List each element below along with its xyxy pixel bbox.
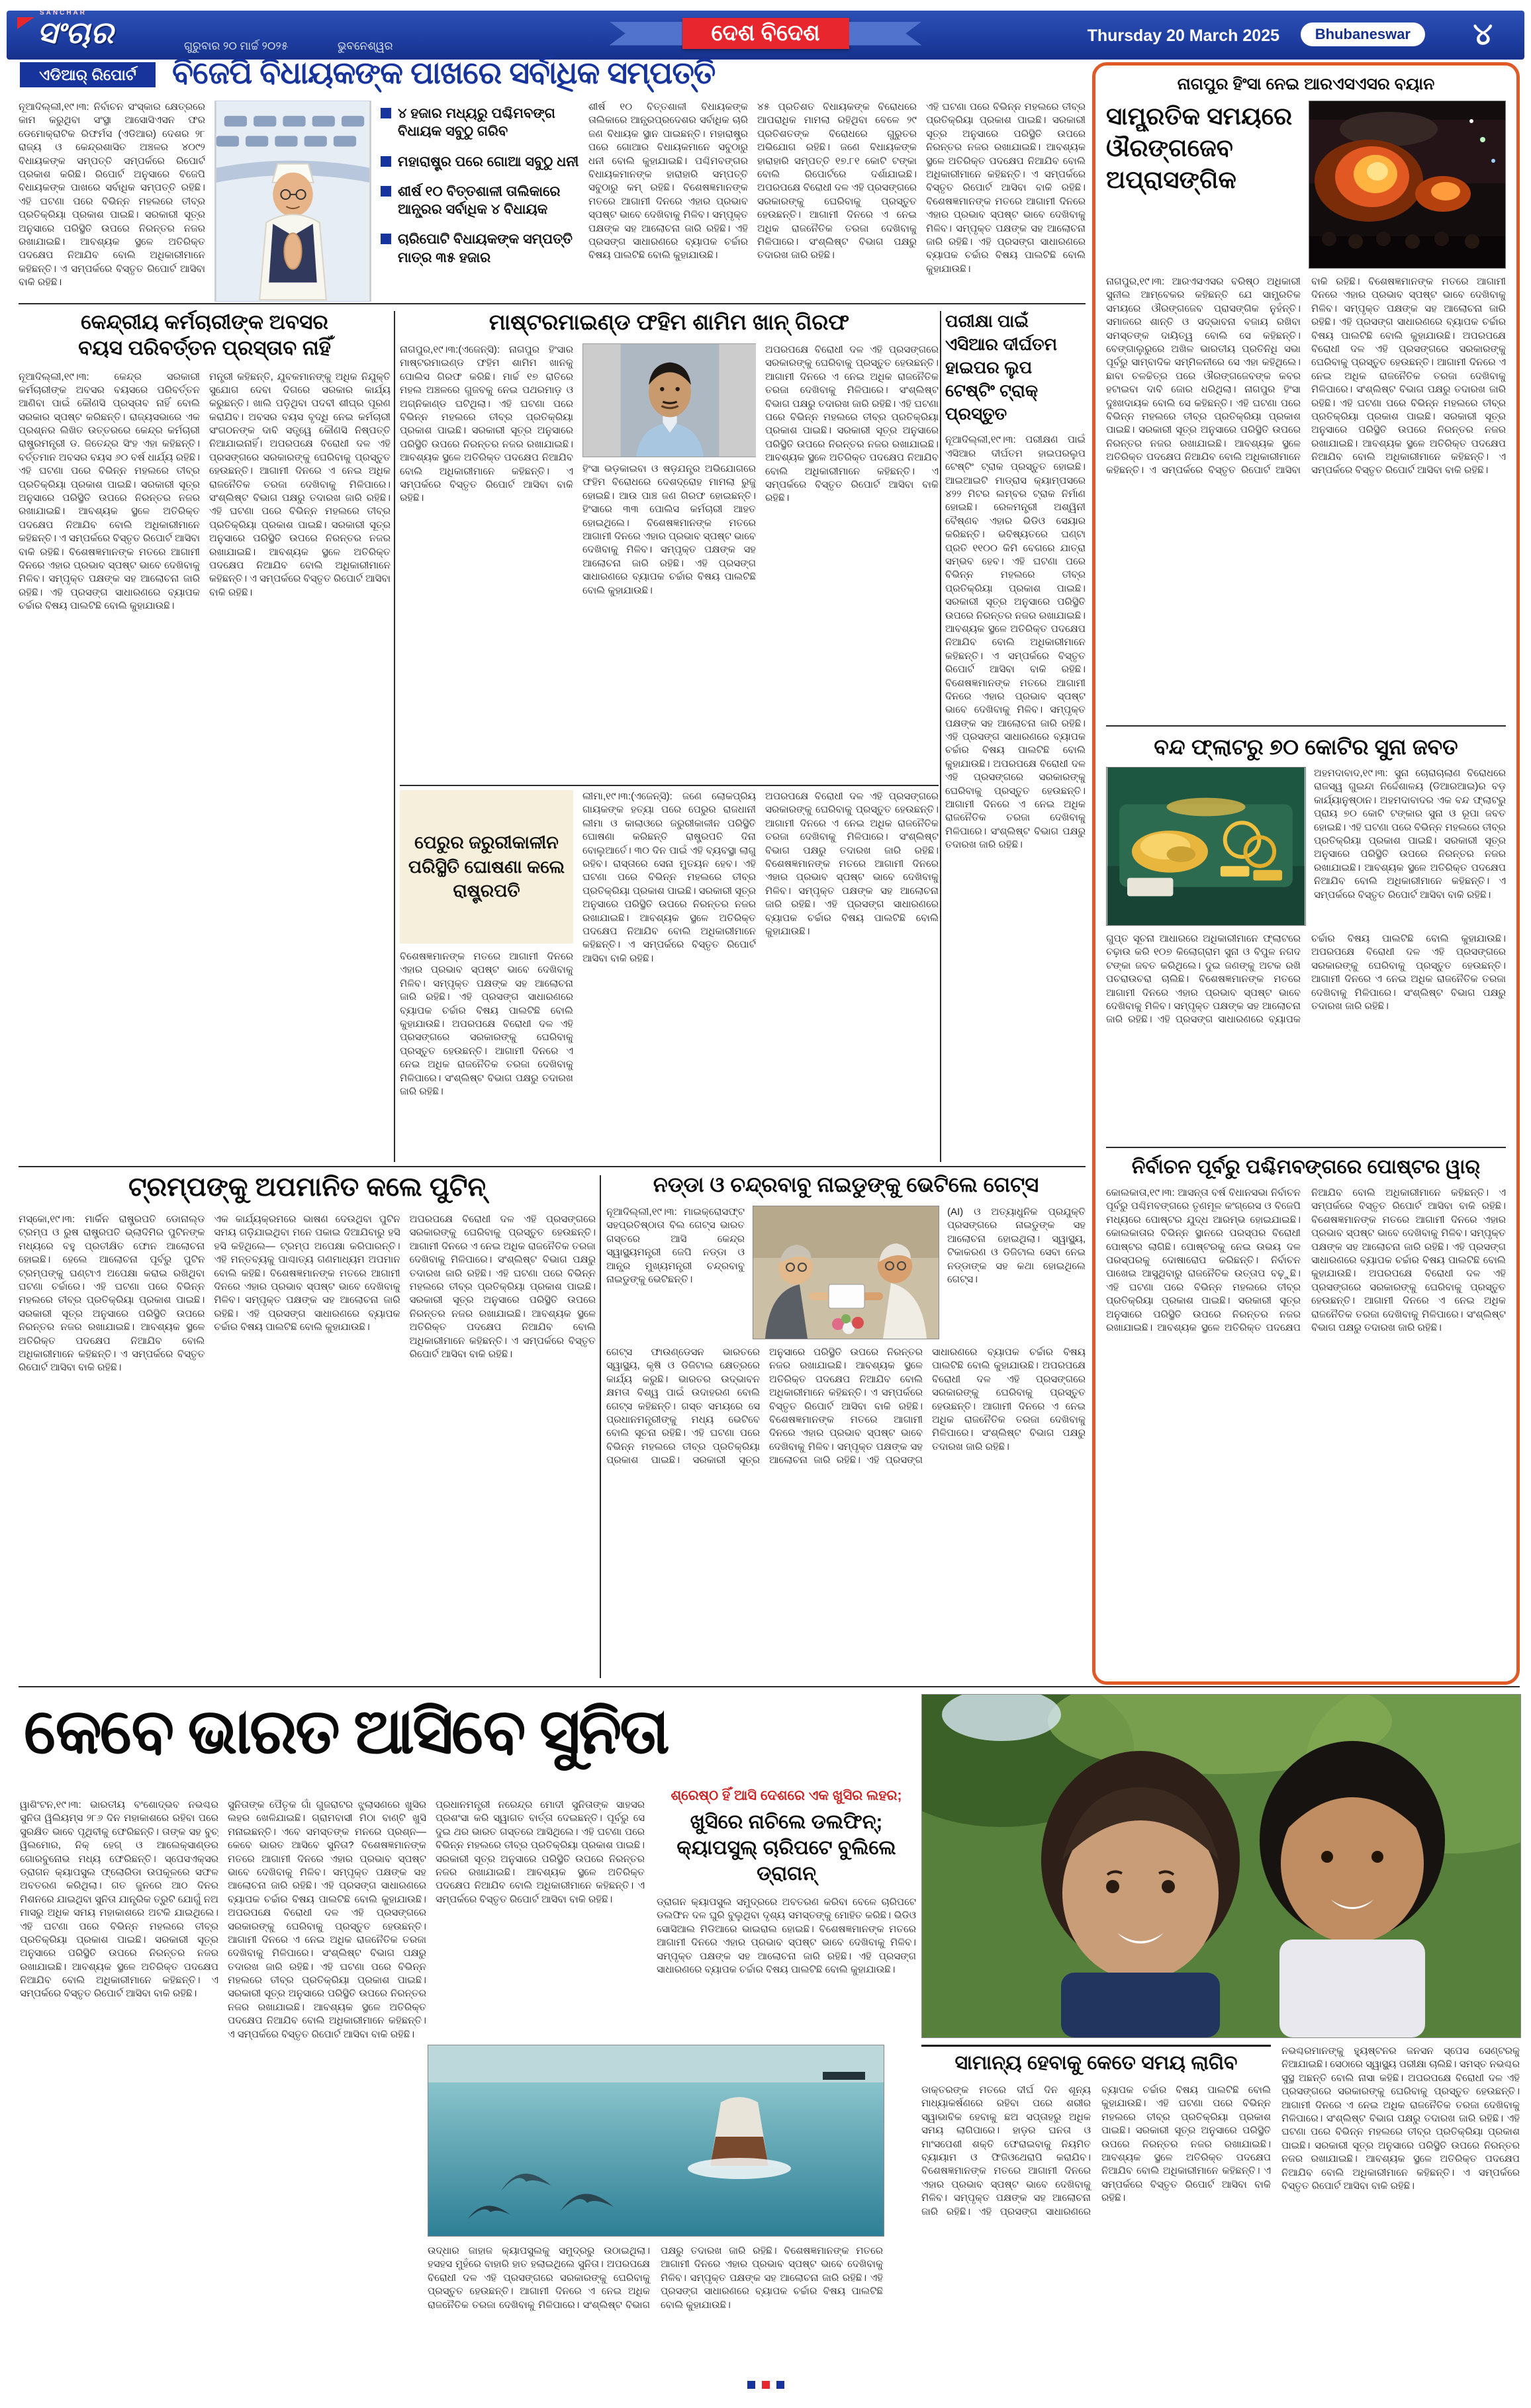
retirement-headline: କେନ୍ଦ୍ରୀୟ କର୍ମଚାରୀଙ୍କ ଅବସର ବୟସ ପରିବର୍ତ୍ତନ ପ୍ରସ୍ତାବ ନାହିଁ bbox=[78, 310, 331, 359]
gold-seizure-photo bbox=[1106, 767, 1306, 926]
article-gates-meeting bbox=[606, 1173, 1086, 1682]
adr-bullet: ମହାରାଷ୍ଟ୍ର ପରେ ଗୋଆ ସବୁଠୁ ଧନୀ bbox=[381, 153, 579, 171]
gold-headline: ବନ୍ଦ ଫ୍ଲାଟରୁ ୭୦ କୋଟିର ସୁନା ଜବତ bbox=[1154, 735, 1458, 759]
bullet-square-icon bbox=[381, 186, 391, 197]
sunita-subhead-line1: ଖୁସିରେ ନାଚିଲେ ଡଲଫିନ୍; bbox=[690, 1811, 883, 1833]
body-column: ଅହମଦାବାଦ,୧୯।୩: ସୁନା ଚୋରାଚାଲାଣ ବିରୋଧରେ ରାଜସ୍ୱ ଗୁଇନ୍ଦା ନିର୍ଦ୍ଦେଶାଳୟ (ଡିଆରଆଇ)ର ବଡ଼ କାର୍ଯ୍ୟାନୁଷ୍ଠାନ। ଅହମଦାବାଦର ଏକ ବନ୍ଦ ଫ୍ଲାଟରୁ ପ୍ରାୟ ୭୦ କୋଟି ଟଙ୍କାର ସୁନା ଓ ରୂପା ଜବତ ହୋଇଛି। ଏହି ଘଟଣା ପରେ ବିଭିନ୍ନ ମହଲରେ ତୀବ୍ର ପ୍ରତିକ୍ରିୟା ପ୍ରକାଶ ପାଇଛି। ସରକାରୀ ସୂତ୍ର ଅନୁସାରେ ପରିସ୍ଥିତି ଉପରେ ନିରନ୍ତର ନଜର ରଖାଯାଇଛି। ଆବଶ୍ୟକ ସ୍ଥଳେ ଅତିରିକ୍ତ ପଦକ୍ଷେପ ନିଆଯିବ ବୋଲି ଅଧିକାରୀମାନେ କହିଛନ୍ତି। ଏ ସମ୍ପର୍କରେ ବିସ୍ତୃତ ରିପୋର୍ଟ ଆସିବା ବାକି ରହିଛି। bbox=[1314, 768, 1506, 901]
adr-bullet: ଚାରିପୋଟି ବିଧାୟକଙ୍କ ସମ୍ପତ୍ତି ମାତ୍ର ୩୫ ହଜାର bbox=[381, 230, 579, 267]
rss-body: ନାଗପୁର,୧୯।୩: ଆରଏସଏସର ବରିଷ୍ଠ ଅଧିକାରୀ ସୁନୀଲ ଆମ୍ବେକର କହିଛନ୍ତି ଯେ ସାମ୍ପ୍ରତିକ ସମୟରେ ଔରଙ୍ଗଜେବ ପ୍ରାସଙ୍ଗିକ ନୁହଁନ୍ତି। ସମାଜରେ ଶାନ୍ତି ଓ ସଦ୍ଭାବନା ବଜାୟ ରଖିବା ସମସ୍ତଙ୍କ ଦାୟିତ୍ୱ ବୋଲି ସେ କହିଛନ୍ତି। ବେଙ୍ଗାଲୁରୁରେ ଅଖିଳ ଭାରତୀୟ ପ୍ରତିନିଧି ସଭା ପୂର୍ବରୁ ସାମ୍ବାଦିକ ସମ୍ମିଳନୀରେ ସେ ଏହା କହିଥିଲେ। ଛାବା ଚଳଚ୍ଚିତ୍ର ପରେ ଔରଙ୍ଗଜେବଙ୍କ କବର ହଟାଇବା ଦାବି ଜୋର ଧରିଥିଲା। ନାଗପୁର ହିଂସା ଦୁଃଖଦାୟକ ବୋଲି ସେ କହିଛନ୍ତି। ଏହି ଘଟଣା ପରେ ବିଭିନ୍ନ ମହଲରେ ତୀବ୍ର ପ୍ରତିକ୍ରିୟା ପ୍ରକାଶ ପାଇଛି। ସରକାରୀ ସୂତ୍ର ଅନୁସାରେ ପରିସ୍ଥିତି ଉପରେ ନିରନ୍ତର ନଜର ରଖାଯାଇଛି। ଆବଶ୍ୟକ ସ୍ଥଳେ ଅତିରିକ୍ତ ପଦକ୍ଷେପ ନିଆଯିବ ବୋଲି ଅଧିକାରୀମାନେ କହିଛନ୍ତି। ଏ ସମ୍ପର୍କରେ ବିସ୍ତୃତ ରିପୋର୍ଟ ଆସିବା ବାକି ରହିଛି। ବିଶେଷଜ୍ଞମାନଙ୍କ ମତରେ ଆଗାମୀ ଦିନରେ ଏହାର ପ୍ରଭାବ ସ୍ପଷ୍ଟ ଭାବେ ଦେଖିବାକୁ ମିଳିବ। ସମ୍ପୃକ୍ତ ପକ୍ଷଙ୍କ ସହ ଆଲୋଚନା ଜାରି ରହିଛି। ଏହି ପ୍ରସଙ୍ଗ ସାଧାରଣରେ ବ୍ୟାପକ ଚର୍ଚ୍ଚାର ବିଷୟ ପାଲଟିଛି ବୋଲି କୁହାଯାଉଛି। ଅପରପକ୍ଷେ ବିରୋଧୀ ଦଳ ଏହି ପ୍ରସଙ୍ଗରେ ସରକାରଙ୍କୁ ଘେରିବାକୁ ପ୍ରସ୍ତୁତ ହେଉଛନ୍ତି। ଆଗାମୀ ଦିନରେ ଏ ନେଇ ଅଧିକ ରାଜନୈତିକ ତରଜା ଦେଖିବାକୁ ମିଳିପାରେ। ସଂଶ୍ଲିଷ୍ଟ ବିଭାଗ ପକ୍ଷରୁ ତଦାରଖ ଜାରି ରହିଛି। ଏହି ଘଟଣା ପରେ ବିଭିନ୍ନ ମହଲରେ ତୀବ୍ର ପ୍ରତିକ୍ରିୟା ପ୍ରକାଶ ପାଇଛି। ସରକାରୀ ସୂତ୍ର ଅନୁସାରେ ପରିସ୍ଥିତି ଉପରେ ନିରନ୍ତର ନଜର ରଖାଯାଇଛି। ଆବଶ୍ୟକ ସ୍ଥଳେ ଅତିରିକ୍ତ ପଦକ୍ଷେପ ନିଆଯିବ ବୋଲି ଅଧିକାରୀମାନେ କହିଛନ୍ତି। ଏ ସମ୍ପର୍କରେ ବିସ୍ତୃତ ରିପୋର୍ଟ ଆସିବା ବାକି ରହିଛି। bbox=[1106, 276, 1506, 476]
logo-tagline: SANCHAR bbox=[40, 9, 87, 17]
divider bbox=[600, 1175, 601, 1678]
divider bbox=[1106, 1147, 1506, 1148]
page-number: ୪ bbox=[1473, 17, 1493, 51]
gates-headline: ନଡ୍ଡା ଓ ଚନ୍ଦ୍ରବାବୁ ନାଇଡୁଙ୍କୁ ଭେଟିଲେ ଗେଟ୍ସ bbox=[653, 1173, 1039, 1196]
body-column: ୱାଶିଂଟନ,୧୯।୩: ଭାରତୀୟ ବଂଶୋଦ୍ଭବ ନଭଶ୍ଚର ସୁନିତା ୱିଲିୟମ୍ସ ୨୮୬ ଦିନ ମହାକାଶରେ ରହିବା ପରେ ସୁରକ୍ଷିତ ଭାବେ ପୃଥିବୀକୁ ଫେରିଛନ୍ତି। ତାଙ୍କ ସହ ବୁଚ୍ ୱିଲମୋର, ନିକ୍ ହେଗ୍ ଓ ଆଲେକ୍ସାଣ୍ଡର ଗୋରବୁନୋଭ ମଧ୍ୟ ଫେରିଛନ୍ତି। ସ୍ପେସଏକ୍ସର ଡ୍ରାଗନ କ୍ୟାପସୁଲ ଫ୍ଲୋରିଡା ଉପକୂଳରେ ସଫଳ ଅବତରଣ କରିଥିଲା। ଗତ ଜୁନରେ ଆଠ ଦିନର ମିଶନରେ ଯାଇଥିବା ସୁନିତା ଯାନ୍ତ୍ରିକ ତ୍ରୁଟି ଯୋଗୁଁ ନଅ ମାସରୁ ଅଧିକ ସମୟ ମହାକାଶରେ ଅଟକି ଯାଇଥିଲେ। ଏହି ଘଟଣା ପରେ ବିଭିନ୍ନ ମହଲରେ ତୀବ୍ର ପ୍ରତିକ୍ରିୟା ପ୍ରକାଶ ପାଇଛି। ସରକାରୀ ସୂତ୍ର ଅନୁସାରେ ପରିସ୍ଥିତି ଉପରେ ନିରନ୍ତର ନଜର ରଖାଯାଇଛି। ଆବଶ୍ୟକ ସ୍ଥଳେ ଅତିରିକ୍ତ ପଦକ୍ଷେପ ନିଆଯିବ ବୋଲି ଅଧିକାରୀମାନେ କହିଛନ୍ତି। ଏ ସମ୍ପର୍କରେ ବିସ୍ତୃତ ରିପୋର୍ଟ ଆସିବା ବାକି ରହିଛି। bbox=[20, 1799, 218, 2000]
body-column: ଶୀର୍ଷ ୧୦ ବିତ୍ତଶାଳୀ ବିଧାୟକଙ୍କ ତାଲିକାରେ ଆନ୍ଧ୍ରପ୍ରଦେଶର ସର୍ବାଧିକ ଚାରି ଜଣ ବିଧାୟକ ସ୍ଥାନ ପାଇଛନ୍ତି। ମହାରାଷ୍ଟ୍ର ପରେ ଗୋଆର ବିଧାୟକମାନେ ସବୁଠାରୁ ଧନୀ ବୋଲି କୁହାଯାଇଛି। ପଶ୍ଚିମବଙ୍ଗର ବିଧାୟକମାନଙ୍କ ହାରାହାରି ସମ୍ପତ୍ତି ସବୁଠାରୁ କମ୍ ରହିଛି। ବିଶେଷଜ୍ଞମାନଙ୍କ ମତରେ ଆଗାମୀ ଦିନରେ ଏହାର ପ୍ରଭାବ ସ୍ପଷ୍ଟ ଭାବେ ଦେଖିବାକୁ ମିଳିବ। ସମ୍ପୃକ୍ତ ପକ୍ଷଙ୍କ ସହ ଆଲୋଚନା ଜାରି ରହିଛି। ଏହି ପ୍ରସଙ୍ଗ ସାଧାରଣରେ ବ୍ୟାପକ ଚର୍ଚ୍ଚାର ବିଷୟ ପାଲଟିଛି ବୋଲି କୁହାଯାଉଛି। bbox=[588, 101, 748, 261]
divider bbox=[400, 785, 939, 786]
footer-square-icon bbox=[776, 2381, 784, 2389]
divider bbox=[1106, 725, 1506, 727]
adr-kicker: ଏଡିଆର୍ ରିପୋର୍ଟ bbox=[20, 62, 156, 87]
bullet-square-icon bbox=[381, 156, 391, 167]
divider bbox=[19, 1686, 1520, 1687]
divider bbox=[19, 303, 1086, 304]
body-column: ଡ୍ରାଗନ କ୍ୟାପସୁଲ ସମୁଦ୍ରରେ ଅବତରଣ କରିବା ବେଳେ ଚାରିପଟେ ଡଲଫିନ ଦଳ ଘୁରି ବୁଲୁଥିବା ଦୃଶ୍ୟ ସମସ୍ତଙ୍କୁ ମୋହିତ କରିଛି। ଭିଡିଓ ସୋସିଆଲ ମିଡିଆରେ ଭାଇରାଲ ହୋଇଛି। ବିଶେଷଜ୍ଞମାନଙ୍କ ମତରେ ଆଗାମୀ ଦିନରେ ଏହାର ପ୍ରଭାବ ସ୍ପଷ୍ଟ ଭାବେ ଦେଖିବାକୁ ମିଳିବ। ସମ୍ପୃକ୍ତ ପକ୍ଷଙ୍କ ସହ ଆଲୋଚନା ଜାରି ରହିଛି। ଏହି ପ୍ରସଙ୍ଗ ସାଧାରଣରେ ବ୍ୟାପକ ଚର୍ଚ୍ଚାର ବିଷୟ ପାଲଟିଛି ବୋଲି କୁହାଯାଉଛି। bbox=[657, 1896, 916, 1975]
footer-square-icon bbox=[747, 2381, 755, 2389]
body-column-with-photo bbox=[582, 343, 756, 775]
body-column: ଅପରପକ୍ଷେ ବିରୋଧୀ ଦଳ ଏହି ପ୍ରସଙ୍ଗରେ ସରକାରଙ୍କୁ ଘେରିବାକୁ ପ୍ରସ୍ତୁତ ହେଉଛନ୍ତି। ଆଗାମୀ ଦିନରେ ଏ ନେଇ ଅଧିକ ରାଜନୈତିକ ତରଜା ଦେଖିବାକୁ ମିଳିପାରେ। ସଂଶ୍ଲିଷ୍ଟ ବିଭାଗ ପକ୍ଷରୁ ତଦାରଖ ଜାରି ରହିଛି। ଏହି ଘଟଣା ପରେ ବିଭିନ୍ନ ମହଲରେ ତୀବ୍ର ପ୍ରତିକ୍ରିୟା ପ୍ରକାଶ ପାଇଛି। ସରକାରୀ ସୂତ୍ର ଅନୁସାରେ ପରିସ୍ଥିତି ଉପରେ ନିରନ୍ତର ନଜର ରଖାଯାଇଛି। ଆବଶ୍ୟକ ସ୍ଥଳେ ଅତିରିକ୍ତ ପଦକ୍ଷେପ ନିଆଯିବ ବୋଲି ଅଧିକାରୀମାନେ କହିଛନ୍ତି। ଏ ସମ୍ପର୍କରେ ବିସ୍ତୃତ ରିପୋର୍ଟ ଆସିବା ବାକି ରହିଛି। bbox=[765, 344, 939, 504]
peru-left-column bbox=[400, 790, 573, 1162]
footer-square-icon bbox=[762, 2381, 770, 2389]
logo-flag-icon bbox=[17, 17, 34, 29]
sunita-williams-photo bbox=[921, 1694, 1521, 2038]
body-column: ଏକ କାର୍ଯ୍ୟକ୍ରମରେ ଭାଷଣ ଦେଉଥିବା ପୁଟିନ ସମୟ ଗଡ଼ିଯାଇଥିବା ମନେ ପକାଇ ଦିଆଯିବାରୁ ହସି ହସି କହିଥିଲେ— ଟ୍ରମ୍ପ ଅପେକ୍ଷା କରିପାରନ୍ତି। ଏହି ମନ୍ତବ୍ୟକୁ ପାଶ୍ଚାତ୍ୟ ଗଣମାଧ୍ୟମ ଅପମାନ ବୋଲି କହିଛି। ବିଶେଷଜ୍ଞମାନଙ୍କ ମତରେ ଆଗାମୀ ଦିନରେ ଏହାର ପ୍ରଭାବ ସ୍ପଷ୍ଟ ଭାବେ ଦେଖିବାକୁ ମିଳିବ। ସମ୍ପୃକ୍ତ ପକ୍ଷଙ୍କ ସହ ଆଲୋଚନା ଜାରି ରହିଛି। ଏହି ପ୍ରସଙ୍ଗ ସାଧାରଣରେ ବ୍ୟାପକ ଚର୍ଚ୍ଚାର ବିଷୟ ପାଲଟିଛି ବୋଲି କୁହାଯାଉଛି। bbox=[214, 1214, 400, 1333]
body-column: (AI) ଓ ଅତ୍ୟାଧୁନିକ ପ୍ରଯୁକ୍ତି ପ୍ରସଙ୍ଗରେ ନାଇଡୁଙ୍କ ସହ ଆଲୋଚନା ହୋଇଥିଲା। ସ୍ୱାସ୍ଥ୍ୟ, ଟିକାକରଣ ଓ ଡିଜିଟାଲ ସେବା ନେଇ ନଡ୍ଡାଙ୍କ ସହ କଥା ହୋଇଥିଲେ ଗେଟ୍ସ। bbox=[947, 1206, 1086, 1285]
gold-body: ଗୁପ୍ତ ସୂଚନା ଆଧାରରେ ଅଧିକାରୀମାନେ ଫ୍ଲାଟରେ ଚଢ଼ାଉ କରି ୧୦୭ କିଲୋଗ୍ରାମ ସୁନା ଓ ବିପୁଳ ନଗଦ ଟଙ୍କା ଜବତ କରିଥିଲେ। ଦୁଇ ଜଣଙ୍କୁ ଅଟକ ରଖି ପଚରାଉଚରା ଚାଲିଛି। ବିଶେଷଜ୍ଞମାନଙ୍କ ମତରେ ଆଗାମୀ ଦିନରେ ଏହାର ପ୍ରଭାବ ସ୍ପଷ୍ଟ ଭାବେ ଦେଖିବାକୁ ମିଳିବ। ସମ୍ପୃକ୍ତ ପକ୍ଷଙ୍କ ସହ ଆଲୋଚନା ଜାରି ରହିଛି। ଏହି ପ୍ରସଙ୍ଗ ସାଧାରଣରେ ବ୍ୟାପକ ଚର୍ଚ୍ଚାର ବିଷୟ ପାଲଟିଛି ବୋଲି କୁହାଯାଉଛି। ଅପରପକ୍ଷେ ବିରୋଧୀ ଦଳ ଏହି ପ୍ରସଙ୍ଗରେ ସରକାରଙ୍କୁ ଘେରିବାକୁ ପ୍ରସ୍ତୁତ ହେଉଛନ୍ତି। ଆଗାମୀ ଦିନରେ ଏ ନେଇ ଅଧିକ ରାଜନୈତିକ ତରଜା ଦେଖିବାକୁ ମିଳିପାରେ। ସଂଶ୍ଲିଷ୍ଟ ବିଭାଗ ପକ୍ଷରୁ ତଦାରଖ ଜାରି ରହିଛି। bbox=[1106, 933, 1506, 1026]
rss-headline: ସାମ୍ପ୍ରତିକ ସମୟରେ ଔରଙ୍ଗଜେବ ଅପ୍ରାସଙ୍ଗିକ bbox=[1106, 103, 1293, 194]
gates-body: ଗେଟ୍ସ ଫାଉଣ୍ଡେସନ ଭାରତରେ ସ୍ୱାସ୍ଥ୍ୟ, କୃଷି ଓ ଡିଜିଟାଲ କ୍ଷେତ୍ରରେ କାର୍ଯ୍ୟ କରୁଛି। ଭାରତର ଉଦ୍ଭାବନ କ୍ଷମତା ବିଶ୍ୱ ପାଇଁ ଉଦାହରଣ ବୋଲି ଗେଟ୍ସ କହିଛନ୍ତି। ଗସ୍ତ ସମୟରେ ସେ ପ୍ରଧାନମନ୍ତ୍ରୀଙ୍କୁ ମଧ୍ୟ ଭେଟିବେ ବୋଲି ସୂଚନା ରହିଛି। ଏହି ଘଟଣା ପରେ ବିଭିନ୍ନ ମହଲରେ ତୀବ୍ର ପ୍ରତିକ୍ରିୟା ପ୍ରକାଶ ପାଇଛି। ସରକାରୀ ସୂତ୍ର ଅନୁସାରେ ପରିସ୍ଥିତି ଉପରେ ନିରନ୍ତର ନଜର ରଖାଯାଇଛି। ଆବଶ୍ୟକ ସ୍ଥଳେ ଅତିରିକ୍ତ ପଦକ୍ଷେପ ନିଆଯିବ ବୋଲି ଅଧିକାରୀମାନେ କହିଛନ୍ତି। ଏ ସମ୍ପର୍କରେ ବିସ୍ତୃତ ରିପୋର୍ଟ ଆସିବା ବାକି ରହିଛି। ବିଶେଷଜ୍ଞମାନଙ୍କ ମତରେ ଆଗାମୀ ଦିନରେ ଏହାର ପ୍ରଭାବ ସ୍ପଷ୍ଟ ଭାବେ ଦେଖିବାକୁ ମିଳିବ। ସମ୍ପୃକ୍ତ ପକ୍ଷଙ୍କ ସହ ଆଲୋଚନା ଜାରି ରହିଛି। ଏହି ପ୍ରସଙ୍ଗ ସାଧାରଣରେ ବ୍ୟାପକ ଚର୍ଚ୍ଚାର ବିଷୟ ପାଲଟିଛି ବୋଲି କୁହାଯାଉଛି। ଅପରପକ୍ଷେ ବିରୋଧୀ ଦଳ ଏହି ପ୍ରସଙ୍ଗରେ ସରକାରଙ୍କୁ ଘେରିବାକୁ ପ୍ରସ୍ତୁତ ହେଉଛନ୍ତି। ଆଗାମୀ ଦିନରେ ଏ ନେଇ ଅଧିକ ରାଜନୈତିକ ତରଜା ଦେଖିବାକୁ ମିଳିପାରେ। ସଂଶ୍ଲିଷ୍ଟ ବିଭାଗ ପକ୍ଷରୁ ତଦାରଖ ଜାରି ରହିଛି। bbox=[606, 1347, 1086, 1466]
mastermind-headline: ମାଷ୍ଟରମାଇଣ୍ଡ ଫହିମ ଶାମିମ ଖାନ୍ ଗିରଫ bbox=[488, 310, 850, 334]
adr-bullet-list bbox=[381, 101, 579, 300]
body-column: ନାଗପୁର,୧୯।୩:(ଏଜେନ୍ସି): ନାଗପୁର ହିଂସାର ମାଷ୍ଟରମାଇଣ୍ଡ ଫହିମ ଶାମିମ ଖାନକୁ ପୋଲିସ ଗିରଫ କରିଛି। ମାର୍ଚ୍ଚ ୧୭ ରାତିରେ ମହଲ ଅଞ୍ଚଳରେ ଗୁଜବକୁ ନେଇ ପଥରମାଡ଼ ଓ ଅଗ୍ନିକାଣ୍ଡ ଘଟିଥିଲା। ଏହି ଘଟଣା ପରେ ବିଭିନ୍ନ ମହଲରେ ତୀବ୍ର ପ୍ରତିକ୍ରିୟା ପ୍ରକାଶ ପାଇଛି। ସରକାରୀ ସୂତ୍ର ଅନୁସାରେ ପରିସ୍ଥିତି ଉପରେ ନିରନ୍ତର ନଜର ରଖାଯାଇଛି। ଆବଶ୍ୟକ ସ୍ଥଳେ ଅତିରିକ୍ତ ପଦକ୍ଷେପ ନିଆଯିବ ବୋଲି ଅଧିକାରୀମାନେ କହିଛନ୍ତି। ଏ ସମ୍ପର୍କରେ ବିସ୍ତୃତ ରିପୋର୍ଟ ଆସିବା ବାକି ରହିଛି। bbox=[400, 344, 573, 504]
newspaper-logo: ସଂଚାର bbox=[37, 15, 115, 50]
ribbon-wing-left bbox=[609, 22, 682, 46]
body-column: ଅପରପକ୍ଷେ ବିରୋଧୀ ଦଳ ଏହି ପ୍ରସଙ୍ଗରେ ସରକାରଙ୍କୁ ଘେରିବାକୁ ପ୍ରସ୍ତୁତ ହେଉଛନ୍ତି। ଆଗାମୀ ଦିନରେ ଏ ନେଇ ଅଧିକ ରାଜନୈତିକ ତରଜା ଦେଖିବାକୁ ମିଳିପାରେ। ସଂଶ୍ଲିଷ୍ଟ ବିଭାଗ ପକ୍ଷରୁ ତଦାରଖ ଜାରି ରହିଛି। ବିଶେଷଜ୍ଞମାନଙ୍କ ମତରେ ଆଗାମୀ ଦିନରେ ଏହାର ପ୍ରଭାବ ସ୍ପଷ୍ଟ ଭାବେ ଦେଖିବାକୁ ମିଳିବ। ସମ୍ପୃକ୍ତ ପକ୍ଷଙ୍କ ସହ ଆଲୋଚନା ଜାରି ରହିଛି। ଏହି ପ୍ରସଙ୍ଗ ସାଧାରଣରେ ବ୍ୟାପକ ଚର୍ଚ୍ଚାର ବିଷୟ ପାଲଟିଛି ବୋଲି କୁହାଯାଉଛି। bbox=[765, 791, 939, 937]
body-column: ଏହି ଘଟଣା ପରେ ବିଭିନ୍ନ ମହଲରେ ତୀବ୍ର ପ୍ରତିକ୍ରିୟା ପ୍ରକାଶ ପାଇଛି। ସରକାରୀ ସୂତ୍ର ଅନୁସାରେ ପରିସ୍ଥିତି ଉପରେ ନିରନ୍ତର ନଜର ରଖାଯାଇଛି। ଆବଶ୍ୟକ ସ୍ଥଳେ ଅତିରିକ୍ତ ପଦକ୍ଷେପ ନିଆଯିବ ବୋଲି ଅଧିକାରୀମାନେ କହିଛନ୍ତି। ଏ ସମ୍ପର୍କରେ ବିସ୍ତୃତ ରିପୋର୍ଟ ଆସିବା ବାକି ରହିଛି। ବିଶେଷଜ୍ଞମାନଙ୍କ ମତରେ ଆଗାମୀ ଦିନରେ ଏହାର ପ୍ରଭାବ ସ୍ପଷ୍ଟ ଭାବେ ଦେଖିବାକୁ ମିଳିବ। ସମ୍ପୃକ୍ତ ପକ୍ଷଙ୍କ ସହ ଆଲୋଚନା ଜାରି ରହିଛି। ଏହି ପ୍ରସଙ୍ଗ ସାଧାରଣରେ ବ୍ୟାପକ ଚର୍ଚ୍ଚାର ବିଷୟ ପାଲଟିଛି ବୋଲି କୁହାଯାଉଛି। bbox=[926, 101, 1086, 275]
article-hyperloop bbox=[945, 310, 1086, 1162]
body-column: ବିଶେଷଜ୍ଞମାନଙ୍କ ମତରେ ଆଗାମୀ ଦିନରେ ଏହାର ପ୍ରଭାବ ସ୍ପଷ୍ଟ ଭାବେ ଦେଖିବାକୁ ମିଳିବ। ସମ୍ପୃକ୍ତ ପକ୍ଷଙ୍କ ସହ ଆଲୋଚନା ଜାରି ରହିଛି। ଏହି ପ୍ରସଙ୍ଗ ସାଧାରଣରେ ବ୍ୟାପକ ଚର୍ଚ୍ଚାର ବିଷୟ ପାଲଟିଛି ବୋଲି କୁହାଯାଉଛି। ଅପରପକ୍ଷେ ବିରୋଧୀ ଦଳ ଏହି ପ୍ରସଙ୍ଗରେ ସରକାରଙ୍କୁ ଘେରିବାକୁ ପ୍ରସ୍ତୁତ ହେଉଛନ୍ତି। ଆଗାମୀ ଦିନରେ ଏ ନେଇ ଅଧିକ ରାଜନୈତିକ ତରଜା ଦେଖିବାକୁ ମିଳିପାରେ। ସଂଶ୍ଲିଷ୍ଟ ବିଭାଗ ପକ୍ଷରୁ ତଦାରଖ ଜାରି ରହିଛି। bbox=[400, 951, 573, 1097]
hyperloop-headline: ପରୀକ୍ଷା ପାଇଁ ଏସିଆର ଦୀର୍ଘତମ ହାଇପର ଲୁପ ଟେଷ୍ଟିଂ ଟ୍ରାକ୍ ପ୍ରସ୍ତୁତ bbox=[945, 311, 1058, 424]
ribbon-wing-right bbox=[849, 22, 922, 46]
divider bbox=[19, 1166, 1086, 1167]
body-column: ନୂଆଦିଲ୍ଲୀ,୧୯।୩: ନିର୍ବାଚନ ସଂସ୍କାର କ୍ଷେତ୍ରରେ କାମ କରୁଥିବା ସଂସ୍ଥା ଆସୋସିଏସନ ଫର ଡେମୋକ୍ରାଟିକ ରିଫର୍ମସ (ଏଡିଆର) ଦେଶର ୨୮ ରାଜ୍ୟ ଓ କେନ୍ଦ୍ରଶାସିତ ଅଞ୍ଚଳର ୪୦୯୨ ବିଧାୟକଙ୍କ ସମ୍ପତ୍ତି ସମ୍ପର୍କରେ ରିପୋର୍ଟ ପ୍ରକାଶ କରିଛି। ରିପୋର୍ଟ ଅନୁସାରେ ବିଜେପି ବିଧାୟକଙ୍କ ପାଖରେ ସର୍ବାଧିକ ସମ୍ପତ୍ତି ରହିଛି। ଏହି ଘଟଣା ପରେ ବିଭିନ୍ନ ମହଲରେ ତୀବ୍ର ପ୍ରତିକ୍ରିୟା ପ୍ରକାଶ ପାଇଛି। ସରକାରୀ ସୂତ୍ର ଅନୁସାରେ ପରିସ୍ଥିତି ଉପରେ ନିରନ୍ତର ନଜର ରଖାଯାଇଛି। ଆବଶ୍ୟକ ସ୍ଥଳେ ଅତିରିକ୍ତ ପଦକ୍ଷେପ ନିଆଯିବ ବୋଲି ଅଧିକାରୀମାନେ କହିଛନ୍ତି। ଏ ସମ୍ପର୍କରେ ବିସ୍ତୃତ ରିପୋର୍ଟ ଆସିବା ବାକି ରହିଛି। bbox=[19, 101, 205, 289]
article-retirement-age bbox=[19, 310, 391, 1163]
divider bbox=[394, 311, 395, 1162]
city-badge: Bhubaneswar bbox=[1301, 22, 1425, 46]
peru-box-title: ପେରୁର ଜରୁରୀକାଳୀନ ପରିସ୍ଥିତି ଘୋଷଣା କଲେ ରାଷ୍ଟ୍ରପତି bbox=[400, 790, 573, 944]
body-column: ଉଦ୍ଧାର ଜାହାଜ କ୍ୟାପସୁଲକୁ ସମୁଦ୍ରରୁ ଉଠାଇଥିଲା। ହସହସ ମୁହଁରେ ବାହାରି ହାତ ହଲାଇଥିଲେ ସୁନିତା। ଅପରପକ୍ଷେ ବିରୋଧୀ ଦଳ ଏହି ପ୍ରସଙ୍ଗରେ ସରକାରଙ୍କୁ ଘେରିବାକୁ ପ୍ରସ୍ତୁତ ହେଉଛନ୍ତି। ଆଗାମୀ ଦିନରେ ଏ ନେଇ ଅଧିକ ରାଜନୈତିକ ତରଜା ଦେଖିବାକୁ ମିଳିପାରେ। ସଂଶ୍ଲିଷ୍ଟ ବିଭାଗ ପକ୍ଷରୁ ତଦାରଖ ଜାରି ରହିଛି। ବିଶେଷଜ୍ଞମାନଙ୍କ ମତରେ ଆଗାମୀ ଦିନରେ ଏହାର ପ୍ରଭାବ ସ୍ପଷ୍ଟ ଭାବେ ଦେଖିବାକୁ ମିଳିବ। ସମ୍ପୃକ୍ତ ପକ୍ଷଙ୍କ ସହ ଆଲୋଚନା ଜାରି ରହିଛି। ଏହି ପ୍ରସଙ୍ଗ ସାଧାରଣରେ ବ୍ୟାପକ ଚର୍ଚ୍ଚାର ବିଷୟ ପାଲଟିଛି ବୋଲି କୁହାଯାଉଛି। bbox=[428, 2245, 883, 2311]
politician-illustration bbox=[214, 101, 371, 302]
body-column: ଲୀମା,୧୯।୩:(ଏଜେନ୍ସି): ଜଣେ ଲୋକପ୍ରିୟ ଗାୟକଙ୍କ ହତ୍ୟା ପରେ ପେରୁର ରାଜଧାନୀ ଲୀମା ଓ କାଲାଓରେ ଜରୁରୀକାଳୀନ ପରିସ୍ଥିତି ଘୋଷଣା କରିଛନ୍ତି ରାଷ୍ଟ୍ରପତି ଦିନା ବୋଲୁଆର୍ତେ। ୩୦ ଦିନ ପାଇଁ ଏହି ବ୍ୟବସ୍ଥା ଲାଗୁ ରହିବ। ରାସ୍ତାରେ ସେନା ମୁତୟନ ହେବ। ଏହି ଘଟଣା ପରେ ବିଭିନ୍ନ ମହଲରେ ତୀବ୍ର ପ୍ରତିକ୍ରିୟା ପ୍ରକାଶ ପାଇଛି। ସରକାରୀ ସୂତ୍ର ଅନୁସାରେ ପରିସ୍ଥିତି ଉପରେ ନିରନ୍ତର ନଜର ରଖାଯାଇଛି। ଆବଶ୍ୟକ ସ୍ଥଳେ ଅତିରିକ୍ତ ପଦକ୍ଷେପ ନିଆଯିବ ବୋଲି ଅଧିକାରୀମାନେ କହିଛନ୍ତି। ଏ ସମ୍ପର୍କରେ ବିସ୍ତୃତ ରିପୋର୍ଟ ଆସିବା ବାକି ରହିଛି। bbox=[582, 791, 756, 964]
sunita-subhead-line2: କ୍ୟାପସୁଲ୍ ଚାରିପଟେ ବୁଲିଲେ ଡ୍ରାଗନ୍ bbox=[676, 1837, 896, 1885]
sunita-subhead-block bbox=[657, 1788, 916, 2052]
bullet-square-icon bbox=[381, 108, 391, 118]
body-column: ନଭଶ୍ଚରମାନଙ୍କୁ ହ୍ୟୁଷ୍ଟନର ଜନସନ ସ୍ପେସ ସେଣ୍ଟରକୁ ନିଆଯାଇଛି। ସେଠାରେ ସ୍ୱାସ୍ଥ୍ୟ ପରୀକ୍ଷା ଚାଲିଛି। ସମସ୍ତ ନଭଶ୍ଚର ସୁସ୍ଥ ଅଛନ୍ତି ବୋଲି ନାସା କହିଛି। ଅପରପକ୍ଷେ ବିରୋଧୀ ଦଳ ଏହି ପ୍ରସଙ୍ଗରେ ସରକାରଙ୍କୁ ଘେରିବାକୁ ପ୍ରସ୍ତୁତ ହେଉଛନ୍ତି। ଆଗାମୀ ଦିନରେ ଏ ନେଇ ଅଧିକ ରାଜନୈତିକ ତରଜା ଦେଖିବାକୁ ମିଳିପାରେ। ସଂଶ୍ଲିଷ୍ଟ ବିଭାଗ ପକ୍ଷରୁ ତଦାରଖ ଜାରି ରହିଛି। ଏହି ଘଟଣା ପରେ ବିଭିନ୍ନ ମହଲରେ ତୀବ୍ର ପ୍ରତିକ୍ରିୟା ପ୍ରକାଶ ପାଇଛି। ସରକାରୀ ସୂତ୍ର ଅନୁସାରେ ପରିସ୍ଥିତି ଉପରେ ନିରନ୍ତର ନଜର ରଖାଯାଇଛି। ଆବଶ୍ୟକ ସ୍ଥଳେ ଅତିରିକ୍ତ ପଦକ୍ଷେପ ନିଆଯିବ ବୋଲି ଅଧିକାରୀମାନେ କହିଛନ୍ତି। ଏ ସମ୍ପର୍କରେ ବିସ୍ତୃତ ରିପୋର୍ଟ ଆସିବା ବାକି ରହିଛି। bbox=[1281, 2045, 1520, 2192]
masthead-city-odia: ଭୁବନେଶ୍ୱର bbox=[338, 40, 393, 52]
posterwar-headline: ନିର୍ବାଚନ ପୂର୍ବରୁ ପଶ୍ଚିମବଙ୍ଗରେ ପୋଷ୍ଟର ୱାର୍ bbox=[1131, 1156, 1481, 1178]
article-peru-emergency bbox=[400, 790, 939, 1162]
body-column: ସୁନିତାଙ୍କ ପୈତୃକ ଗାଁ ଗୁଜରାଟର ଝୁଲାସଣରେ ଖୁସିର ଲହର ଖେଳିଯାଇଛି। ଗ୍ରାମବାସୀ ମିଠା ବାଣ୍ଟି ଖୁସି ମନାଇଛନ୍ତି। ଏବେ ସମସ୍ତଙ୍କ ମନରେ ପ୍ରଶ୍ନ— କେବେ ଭାରତ ଆସିବେ ସୁନିତା? ବିଶେଷଜ୍ଞମାନଙ୍କ ମତରେ ଆଗାମୀ ଦିନରେ ଏହାର ପ୍ରଭାବ ସ୍ପଷ୍ଟ ଭାବେ ଦେଖିବାକୁ ମିଳିବ। ସମ୍ପୃକ୍ତ ପକ୍ଷଙ୍କ ସହ ଆଲୋଚନା ଜାରି ରହିଛି। ଏହି ପ୍ରସଙ୍ଗ ସାଧାରଣରେ ବ୍ୟାପକ ଚର୍ଚ୍ଚାର ବିଷୟ ପାଲଟିଛି ବୋଲି କୁହାଯାଉଛି। ଅପରପକ୍ଷେ ବିରୋଧୀ ଦଳ ଏହି ପ୍ରସଙ୍ଗରେ ସରକାରଙ୍କୁ ଘେରିବାକୁ ପ୍ରସ୍ତୁତ ହେଉଛନ୍ତି। ଆଗାମୀ ଦିନରେ ଏ ନେଇ ଅଧିକ ରାଜନୈତିକ ତରଜା ଦେଖିବାକୁ ମିଳିପାରେ। ସଂଶ୍ଲିଷ୍ଟ ବିଭାଗ ପକ୍ଷରୁ ତଦାରଖ ଜାରି ରହିଛି। ଏହି ଘଟଣା ପରେ ବିଭିନ୍ନ ମହଲରେ ତୀବ୍ର ପ୍ରତିକ୍ରିୟା ପ୍ରକାଶ ପାଇଛି। ସରକାରୀ ସୂତ୍ର ଅନୁସାରେ ପରିସ୍ଥିତି ଉପରେ ନିରନ୍ତର ନଜର ରଖାଯାଇଛି। ଆବଶ୍ୟକ ସ୍ଥଳେ ଅତିରିକ୍ତ ପଦକ୍ଷେପ ନିଆଯିବ ବୋଲି ଅଧିକାରୀମାନେ କହିଛନ୍ତି। ଏ ସମ୍ପର୍କରେ ବିସ୍ତୃତ ରିପୋର୍ଟ ଆସିବା ବାକି ରହିଛି। bbox=[228, 1799, 426, 2040]
sunita-sub-article bbox=[921, 2045, 1271, 2362]
body-column: ଅପରପକ୍ଷେ ବିରୋଧୀ ଦଳ ଏହି ପ୍ରସଙ୍ଗରେ ସରକାରଙ୍କୁ ଘେରିବାକୁ ପ୍ରସ୍ତୁତ ହେଉଛନ୍ତି। ଆଗାମୀ ଦିନରେ ଏ ନେଇ ଅଧିକ ରାଜନୈତିକ ତରଜା ଦେଖିବାକୁ ମିଳିପାରେ। ସଂଶ୍ଲିଷ୍ଟ ବିଭାଗ ପକ୍ଷରୁ ତଦାରଖ ଜାରି ରହିଛି। ଏହି ଘଟଣା ପରେ ବିଭିନ୍ନ ମହଲରେ ତୀବ୍ର ପ୍ରତିକ୍ରିୟା ପ୍ରକାଶ ପାଇଛି। ସରକାରୀ ସୂତ୍ର ଅନୁସାରେ ପରିସ୍ଥିତି ଉପରେ ନିରନ୍ତର ନଜର ରଖାଯାଇଛି। ଆବଶ୍ୟକ ସ୍ଥଳେ ଅତିରିକ୍ତ ପଦକ୍ଷେପ ନିଆଯିବ ବୋଲି ଅଧିକାରୀମାନେ କହିଛନ୍ତି। ଏ ସମ୍ପର୍କରେ ବିସ୍ତୃତ ରିପୋର୍ଟ ଆସିବା ବାକି ରହିଛି। bbox=[409, 1214, 596, 1360]
body-column: ନୂଆଦିଲ୍ଲୀ,୧୯।୩: ପରୀକ୍ଷଣ ପାଇଁ ଏସିଆର ଦୀର୍ଘତମ ହାଇପରଲୁପ ଟେଷ୍ଟିଂ ଟ୍ରାକ ପ୍ରସ୍ତୁତ ହୋଇଛି। ଆଇଆଇଟି ମାଡ୍ରାସ କ୍ୟାମ୍ପସରେ ୪୨୨ ମିଟର ଲମ୍ବର ଟ୍ରାକ ନିର୍ମାଣ ହୋଇଛି। ରେଳମନ୍ତ୍ରୀ ଅଶ୍ୱିନୀ ବୈଷ୍ଣବ ଏହାର ଭିଡିଓ ସେୟାର କରିଛନ୍ତି। ଭବିଷ୍ୟତରେ ଘଣ୍ଟା ପ୍ରତି ୧୧୦୦ କିମି ବେଗରେ ଯାତ୍ରା ସମ୍ଭବ ହେବ। ଏହି ଘଟଣା ପରେ ବିଭିନ୍ନ ମହଲରେ ତୀବ୍ର ପ୍ରତିକ୍ରିୟା ପ୍ରକାଶ ପାଇଛି। ସରକାରୀ ସୂତ୍ର ଅନୁସାରେ ପରିସ୍ଥିତି ଉପରେ ନିରନ୍ତର ନଜର ରଖାଯାଇଛି। ଆବଶ୍ୟକ ସ୍ଥଳେ ଅତିରିକ୍ତ ପଦକ୍ଷେପ ନିଆଯିବ ବୋଲି ଅଧିକାରୀମାନେ କହିଛନ୍ତି। ଏ ସମ୍ପର୍କରେ ବିସ୍ତୃତ ରିପୋର୍ଟ ଆସିବା ବାକି ରହିଛି। ବିଶେଷଜ୍ଞମାନଙ୍କ ମତରେ ଆଗାମୀ ଦିନରେ ଏହାର ପ୍ରଭାବ ସ୍ପଷ୍ଟ ଭାବେ ଦେଖିବାକୁ ମିଳିବ। ସମ୍ପୃକ୍ତ ପକ୍ଷଙ୍କ ସହ ଆଲୋଚନା ଜାରି ରହିଛି। ଏହି ପ୍ରସଙ୍ଗ ସାଧାରଣରେ ବ୍ୟାପକ ଚର୍ଚ୍ଚାର ବିଷୟ ପାଲଟିଛି ବୋଲି କୁହାଯାଉଛି। ଅପରପକ୍ଷେ ବିରୋଧୀ ଦଳ ଏହି ପ୍ରସଙ୍ଗରେ ସରକାରଙ୍କୁ ଘେରିବାକୁ ପ୍ରସ୍ତୁତ ହେଉଛନ୍ତି। ଆଗାମୀ ଦିନରେ ଏ ନେଇ ଅଧିକ ରାଜନୈତିକ ତରଜା ଦେଖିବାକୁ ମିଳିପାରେ। ସଂଶ୍ଲିଷ୍ଟ ବିଭାଗ ପକ୍ଷରୁ ତଦାରଖ ଜାରି ରହିଛି। bbox=[945, 434, 1086, 851]
body-column: ପ୍ରଧାନମନ୍ତ୍ରୀ ନରେନ୍ଦ୍ର ମୋଦୀ ସୁନିତାଙ୍କ ସାହସର ପ୍ରଶଂସା କରି ସ୍ୱାଗତ ବାର୍ତ୍ତା ଦେଇଛନ୍ତି। ପୂର୍ବରୁ ସେ ଦୁଇ ଥର ଭାରତ ଗସ୍ତରେ ଆସିଥିଲେ। ଏହି ଘଟଣା ପରେ ବିଭିନ୍ନ ମହଲରେ ତୀବ୍ର ପ୍ରତିକ୍ରିୟା ପ୍ରକାଶ ପାଇଛି। ସରକାରୀ ସୂତ୍ର ଅନୁସାରେ ପରିସ୍ଥିତି ଉପରେ ନିରନ୍ତର ନଜର ରଖାଯାଇଛି। ଆବଶ୍ୟକ ସ୍ଥଳେ ଅତିରିକ୍ତ ପଦକ୍ଷେପ ନିଆଯିବ ବୋଲି ଅଧିକାରୀମାନେ କହିଛନ୍ତି। ଏ ସମ୍ପର୍କରେ ବିସ୍ତୃତ ରିପୋର୍ଟ ଆସିବା ବାକି ରହିଛି। bbox=[436, 1799, 645, 1905]
body-column: ମନ୍ତ୍ରୀ କହିଛନ୍ତି, ଯୁବକମାନଙ୍କୁ ଅଧିକ ନିଯୁକ୍ତି ସୁଯୋଗ ଦେବା ଦିଗରେ ସରକାର କାର୍ଯ୍ୟ କରୁଛନ୍ତି। ଖାଲି ପଡ଼ିଥିବା ପଦବୀ ଶୀଘ୍ର ପୂରଣ କରାଯିବ। ଅବସର ବୟସ ବୃଦ୍ଧି ନେଇ କର୍ମଚାରୀ ସଂଗଠନଙ୍କ ଦାବି ସତ୍ତ୍ୱେ କୌଣସି ନିଷ୍ପତ୍ତି ନିଆଯାଇନାହିଁ। ଅପରପକ୍ଷେ ବିରୋଧୀ ଦଳ ଏହି ପ୍ରସଙ୍ଗରେ ସରକାରଙ୍କୁ ଘେରିବାକୁ ପ୍ରସ୍ତୁତ ହେଉଛନ୍ତି। ଆଗାମୀ ଦିନରେ ଏ ନେଇ ଅଧିକ ରାଜନୈତିକ ତରଜା ଦେଖିବାକୁ ମିଳିପାରେ। ସଂଶ୍ଲିଷ୍ଟ ବିଭାଗ ପକ୍ଷରୁ ତଦାରଖ ଜାରି ରହିଛି। ଏହି ଘଟଣା ପରେ ବିଭିନ୍ନ ମହଲରେ ତୀବ୍ର ପ୍ରତିକ୍ରିୟା ପ୍ରକାଶ ପାଇଛି। ସରକାରୀ ସୂତ୍ର ଅନୁସାରେ ପରିସ୍ଥିତି ଉପରେ ନିରନ୍ତର ନଜର ରଖାଯାଇଛି। ଆବଶ୍ୟକ ସ୍ଥଳେ ଅତିରିକ୍ତ ପଦକ୍ଷେପ ନିଆଯିବ ବୋଲି ଅଧିକାରୀମାନେ କହିଛନ୍ତି। ଏ ସମ୍ପର୍କରେ ବିସ୍ତୃତ ରିପୋର୍ଟ ଆସିବା ବାକି ରହିଛି। bbox=[209, 371, 391, 598]
sunita-headline: କେବେ ଭାରତ ଆସିବେ ସୁନିତା bbox=[24, 1697, 668, 1767]
article-putin-trump bbox=[19, 1173, 596, 1682]
footer-marks bbox=[747, 2381, 784, 2389]
adr-bullet: ଶୀର୍ଷ ୧୦ ବିତ୍ତଶାଳୀ ତାଲିକାରେ ଆନ୍ଧ୍ରର ସର୍ବାଧିକ ୪ ବିଧାୟକ bbox=[381, 183, 579, 219]
posterwar-body: କୋଲକାତା,୧୯।୩: ଆସନ୍ତା ବର୍ଷ ବିଧାନସଭା ନିର୍ବାଚନ ପୂର୍ବରୁ ପଶ୍ଚିମବଙ୍ଗରେ ତୃଣମୂଳ କଂଗ୍ରେସ ଓ ବିଜେପି ମଧ୍ୟରେ ପୋଷ୍ଟର ଯୁଦ୍ଧ ଆରମ୍ଭ ହୋଇଯାଇଛି। କୋଲକାତାର ବିଭିନ୍ନ ସ୍ଥାନରେ ପରସ୍ପର ବିରୋଧୀ ପୋଷ୍ଟର ଲାଗିଛି। ପୋଷ୍ଟରକୁ ନେଇ ଉଭୟ ଦଳ ପରସ୍ପରକୁ ଦୋଷାରୋପ କରିଛନ୍ତି। ନିର୍ବାଚନ ପାଖେଇ ଆସୁଥିବାରୁ ରାଜନୈତିକ ଉତ୍ତାପ ବଢ଼ୁଛି। ଏହି ଘଟଣା ପରେ ବିଭିନ୍ନ ମହଲରେ ତୀବ୍ର ପ୍ରତିକ୍ରିୟା ପ୍ରକାଶ ପାଇଛି। ସରକାରୀ ସୂତ୍ର ଅନୁସାରେ ପରିସ୍ଥିତି ଉପରେ ନିରନ୍ତର ନଜର ରଖାଯାଇଛି। ଆବଶ୍ୟକ ସ୍ଥଳେ ଅତିରିକ୍ତ ପଦକ୍ଷେପ ନିଆଯିବ ବୋଲି ଅଧିକାରୀମାନେ କହିଛନ୍ତି। ଏ ସମ୍ପର୍କରେ ବିସ୍ତୃତ ରିପୋର୍ଟ ଆସିବା ବାକି ରହିଛି। ବିଶେଷଜ୍ଞମାନଙ୍କ ମତରେ ଆଗାମୀ ଦିନରେ ଏହାର ପ୍ରଭାବ ସ୍ପଷ୍ଟ ଭାବେ ଦେଖିବାକୁ ମିଳିବ। ସମ୍ପୃକ୍ତ ପକ୍ଷଙ୍କ ସହ ଆଲୋଚନା ଜାରି ରହିଛି। ଏହି ପ୍ରସଙ୍ଗ ସାଧାରଣରେ ବ୍ୟାପକ ଚର୍ଚ୍ଚାର ବିଷୟ ପାଲଟିଛି ବୋଲି କୁହାଯାଉଛି। ଅପରପକ୍ଷେ ବିରୋଧୀ ଦଳ ଏହି ପ୍ରସଙ୍ଗରେ ସରକାରଙ୍କୁ ଘେରିବାକୁ ପ୍ରସ୍ତୁତ ହେଉଛନ୍ତି। ଆଗାମୀ ଦିନରେ ଏ ନେଇ ଅଧିକ ରାଜନୈତିକ ତରଜା ଦେଖିବାକୁ ମିଳିପାରେ। ସଂଶ୍ଲିଷ୍ଟ ବିଭାଗ ପକ୍ଷରୁ ତଦାରଖ ଜାରି ରହିଛି। bbox=[1106, 1187, 1506, 1333]
body-column: ମସ୍କୋ,୧୯।୩: ମାର୍କିନ ରାଷ୍ଟ୍ରପତି ଡୋନାଲ୍ଡ ଟ୍ରମ୍ପ ଓ ରୁଷ ରାଷ୍ଟ୍ରପତି ଭ୍ଲାଦିମିର ପୁଟିନଙ୍କ ମଧ୍ୟରେ ବହୁ ପ୍ରତୀକ୍ଷିତ ଫୋନ ଆଲୋଚନା ହୋଇଛି। ହେଲେ ଆଲୋଚନା ପୂର୍ବରୁ ପୁଟିନ ଟ୍ରମ୍ପଙ୍କୁ ଘଣ୍ଟାଏ ଅପେକ୍ଷା କରାଇ ରଖିଥିବା ଘଟଣା ଚର୍ଚ୍ଚାରେ। ଏହି ଘଟଣା ପରେ ବିଭିନ୍ନ ମହଲରେ ତୀବ୍ର ପ୍ରତିକ୍ରିୟା ପ୍ରକାଶ ପାଇଛି। ସରକାରୀ ସୂତ୍ର ଅନୁସାରେ ପରିସ୍ଥିତି ଉପରେ ନିରନ୍ତର ନଜର ରଖାଯାଇଛି। ଆବଶ୍ୟକ ସ୍ଥଳେ ଅତିରିକ୍ତ ପଦକ୍ଷେପ ନିଆଯିବ ବୋଲି ଅଧିକାରୀମାନେ କହିଛନ୍ତି। ଏ ସମ୍ପର୍କରେ ବିସ୍ତୃତ ରିପୋର୍ଟ ଆସିବା ବାକି ରହିଛି। bbox=[19, 1214, 205, 1374]
rss-kicker: ନାଗପୁର ହିଂସା ନେଇ ଆରଏସଏସର ବୟାନ bbox=[1177, 75, 1435, 93]
body-column: ହିଂସା ଭଡ଼କାଇବା ଓ ଷଡ଼ଯନ୍ତ୍ର ଅଭିଯୋଗରେ ଫହିମ ବିରୋଧରେ ଦେଶଦ୍ରୋହ ମାମଲା ରୁଜୁ ହୋଇଛି। ଆଉ ପାଞ୍ଚ ଜଣ ଗିରଫ ହୋଇଛନ୍ତି। ହିଂସାରେ ୩୩ ପୋଲିସ କର୍ମଚାରୀ ଆହତ ହୋଇଥିଲେ। ବିଶେଷଜ୍ଞମାନଙ୍କ ମତରେ ଆଗାମୀ ଦିନରେ ଏହାର ପ୍ରଭାବ ସ୍ପଷ୍ଟ ଭାବେ ଦେଖିବାକୁ ମିଳିବ। ସମ୍ପୃକ୍ତ ପକ୍ଷଙ୍କ ସହ ଆଲୋଚନା ଜାରି ରହିଛି। ଏହି ପ୍ରସଙ୍ଗ ସାଧାରଣରେ ବ୍ୟାପକ ଚର୍ଚ୍ଚାର ବିଷୟ ପାଲଟିଛି ବୋଲି କୁହାଯାଉଛି। bbox=[582, 463, 756, 596]
right-column-orange-box bbox=[1092, 62, 1520, 1685]
fire-violence-photo bbox=[1309, 101, 1506, 269]
masthead-date-odia: ଗୁରୁବାର ୨୦ ମାର୍ଚ୍ଚ ୨୦୨୫ bbox=[184, 40, 289, 52]
adr-bullet: ୪ ହଜାର ମଧ୍ୟରୁ ପଶ୍ଚିମବଙ୍ଗ ବିଧାୟକ ସବୁଠୁ ଗରିବ bbox=[381, 105, 579, 141]
section-title: ଦେଶ ବିଦେଶ bbox=[682, 18, 849, 49]
article-adr-report bbox=[19, 55, 1086, 303]
putin-headline: ଟ୍ରମ୍ପଙ୍କୁ ଅପମାନିତ କଲେ ପୁଟିନ୍ bbox=[128, 1173, 487, 1202]
section-ribbon bbox=[609, 18, 921, 49]
gates-nadda-photo bbox=[753, 1206, 939, 1339]
body-column: ୪୫ ପ୍ରତିଶତ ବିଧାୟକଙ୍କ ବିରୋଧରେ ଆପରାଧିକ ମାମଲା ରହିଥିବା ବେଳେ ୨୯ ପ୍ରତିଶତଙ୍କ ବିରୋଧରେ ଗୁରୁତର ଅଭିଯୋଗ ରହିଛି। ଜଣେ ବିଧାୟକଙ୍କ ହାରାହାରି ସମ୍ପତ୍ତି ୧୭.୮୧ କୋଟି ଟଙ୍କା ବୋଲି ରିପୋର୍ଟରେ ଦର୍ଶାଯାଇଛି। ଅପରପକ୍ଷେ ବିରୋଧୀ ଦଳ ଏହି ପ୍ରସଙ୍ଗରେ ସରକାରଙ୍କୁ ଘେରିବାକୁ ପ୍ରସ୍ତୁତ ହେଉଛନ୍ତି। ଆଗାମୀ ଦିନରେ ଏ ନେଇ ଅଧିକ ରାଜନୈତିକ ତରଜା ଦେଖିବାକୁ ମିଳିପାରେ। ସଂଶ୍ଲିଷ୍ଟ ବିଭାଗ ପକ୍ଷରୁ ତଦାରଖ ଜାରି ରହିଛି। bbox=[757, 101, 917, 261]
body-column: ଡାକ୍ତରଙ୍କ ମତରେ ଦୀର୍ଘ ଦିନ ଶୂନ୍ୟ ମାଧ୍ୟାକର୍ଷଣରେ ରହିବା ପରେ ଶରୀର ସ୍ୱାଭାବିକ ହେବାକୁ ଛଅ ସପ୍ତାହରୁ ଅଧିକ ସମୟ ଲାଗିପାରେ। ହାଡ଼ର ଘନତା ଓ ମାଂସପେଶୀ ଶକ୍ତି ଫେରାଇବାକୁ ନିୟମିତ ବ୍ୟାୟାମ ଓ ଫିଜିଓଥେରାପି କରାଯିବ। ବିଶେଷଜ୍ଞମାନଙ୍କ ମତରେ ଆଗାମୀ ଦିନରେ ଏହାର ପ୍ରଭାବ ସ୍ପଷ୍ଟ ଭାବେ ଦେଖିବାକୁ ମିଳିବ। ସମ୍ପୃକ୍ତ ପକ୍ଷଙ୍କ ସହ ଆଲୋଚନା ଜାରି ରହିଛି। ଏହି ପ୍ରସଙ୍ଗ ସାଧାରଣରେ ବ୍ୟାପକ ଚର୍ଚ୍ଚାର ବିଷୟ ପାଲଟିଛି ବୋଲି କୁହାଯାଉଛି। ଏହି ଘଟଣା ପରେ ବିଭିନ୍ନ ମହଲରେ ତୀବ୍ର ପ୍ରତିକ୍ରିୟା ପ୍ରକାଶ ପାଇଛି। ସରକାରୀ ସୂତ୍ର ଅନୁସାରେ ପରିସ୍ଥିତି ଉପରେ ନିରନ୍ତର ନଜର ରଖାଯାଇଛି। ଆବଶ୍ୟକ ସ୍ଥଳେ ଅତିରିକ୍ତ ପଦକ୍ଷେପ ନିଆଯିବ ବୋଲି ଅଧିକାରୀମାନେ କହିଛନ୍ତି। ଏ ସମ୍ପର୍କରେ ବିସ୍ତୃତ ରିପୋର୍ଟ ଆସିବା ବାକି ରହିଛି। bbox=[921, 2084, 1271, 2217]
divider bbox=[940, 311, 941, 1162]
article-mastermind-arrest bbox=[400, 310, 939, 783]
bullet-square-icon bbox=[381, 234, 391, 244]
masthead bbox=[7, 11, 1524, 60]
adr-headline: ବିଜେପି ବିଧାୟକଙ୍କ ପାଖରେ ସର୍ବାଧିକ ସମ୍ପତ୍ତି bbox=[172, 55, 716, 90]
body-column: ନୂଆଦିଲ୍ଲୀ,୧୯।୩: ମାଇକ୍ରୋସଫ୍ଟ ସହପ୍ରତିଷ୍ଠାତା ବିଲ ଗେଟ୍ସ ଭାରତ ଗସ୍ତରେ ଆସି କେନ୍ଦ୍ର ସ୍ୱାସ୍ଥ୍ୟମନ୍ତ୍ରୀ ଜେପି ନଡ୍ଡା ଓ ଆନ୍ଧ୍ର ମୁଖ୍ୟମନ୍ତ୍ରୀ ଚନ୍ଦ୍ରବାବୁ ନାଇଡୁଙ୍କୁ ଭେଟିଛନ୍ତି। bbox=[606, 1206, 745, 1285]
dolphin-capsule-photo bbox=[428, 2045, 884, 2237]
body-column: ନୂଆଦିଲ୍ଲୀ,୧୯।୩: କେନ୍ଦ୍ର ସରକାରୀ କର୍ମଚାରୀଙ୍କ ଅବସର ବୟସରେ ପରିବର୍ତ୍ତନ ଆଣିବା ପାଇଁ କୌଣସି ପ୍ରସ୍ତାବ ନାହିଁ ବୋଲି ସରକାର ସ୍ପଷ୍ଟ କରିଛନ୍ତି। ରାଜ୍ୟସଭାରେ ଏକ ପ୍ରଶ୍ନର ଲିଖିତ ଉତ୍ତରରେ କେନ୍ଦ୍ର କର୍ମଚାରୀ ରାଷ୍ଟ୍ରମନ୍ତ୍ରୀ ଡ. ଜିତେନ୍ଦ୍ର ସିଂହ ଏହା କହିଛନ୍ତି। ବର୍ତ୍ତମାନ ଅବସର ବୟସ ୬୦ ବର୍ଷ ଧାର୍ଯ୍ୟ ରହିଛି। ଏହି ଘଟଣା ପରେ ବିଭିନ୍ନ ମହଲରେ ତୀବ୍ର ପ୍ରତିକ୍ରିୟା ପ୍ରକାଶ ପାଇଛି। ସରକାରୀ ସୂତ୍ର ଅନୁସାରେ ପରିସ୍ଥିତି ଉପରେ ନିରନ୍ତର ନଜର ରଖାଯାଇଛି। ଆବଶ୍ୟକ ସ୍ଥଳେ ଅତିରିକ୍ତ ପଦକ୍ଷେପ ନିଆଯିବ ବୋଲି ଅଧିକାରୀମାନେ କହିଛନ୍ତି। ଏ ସମ୍ପର୍କରେ ବିସ୍ତୃତ ରିପୋର୍ଟ ଆସିବା ବାକି ରହିଛି। ବିଶେଷଜ୍ଞମାନଙ୍କ ମତରେ ଆଗାମୀ ଦିନରେ ଏହାର ପ୍ରଭାବ ସ୍ପଷ୍ଟ ଭାବେ ଦେଖିବାକୁ ମିଳିବ। ସମ୍ପୃକ୍ତ ପକ୍ଷଙ୍କ ସହ ଆଲୋଚନା ଜାରି ରହିଛି। ଏହି ପ୍ରସଙ୍ଗ ସାଧାରଣରେ ବ୍ୟାପକ ଚର୍ଚ୍ଚାର ବିଷୟ ପାଲଟିଛି ବୋଲି କୁହାଯାଉଛି। bbox=[19, 371, 200, 612]
fahim-khan-portrait-photo bbox=[582, 343, 756, 457]
masthead-date-en: Thursday 20 March 2025 bbox=[1087, 26, 1279, 45]
article-sunita-williams bbox=[19, 1691, 1520, 2380]
sunita-lead-red: ଶ୍ରେଷ୍ଠ ହିଁ ଆସି ଦେଶରେ ଏକ ଖୁସିର ଲହର; bbox=[671, 1788, 902, 1803]
recovery-headline: ସାମାନ୍ୟ ହେବାକୁ କେତେ ସମୟ ଲାଗିବ bbox=[921, 2045, 1271, 2078]
